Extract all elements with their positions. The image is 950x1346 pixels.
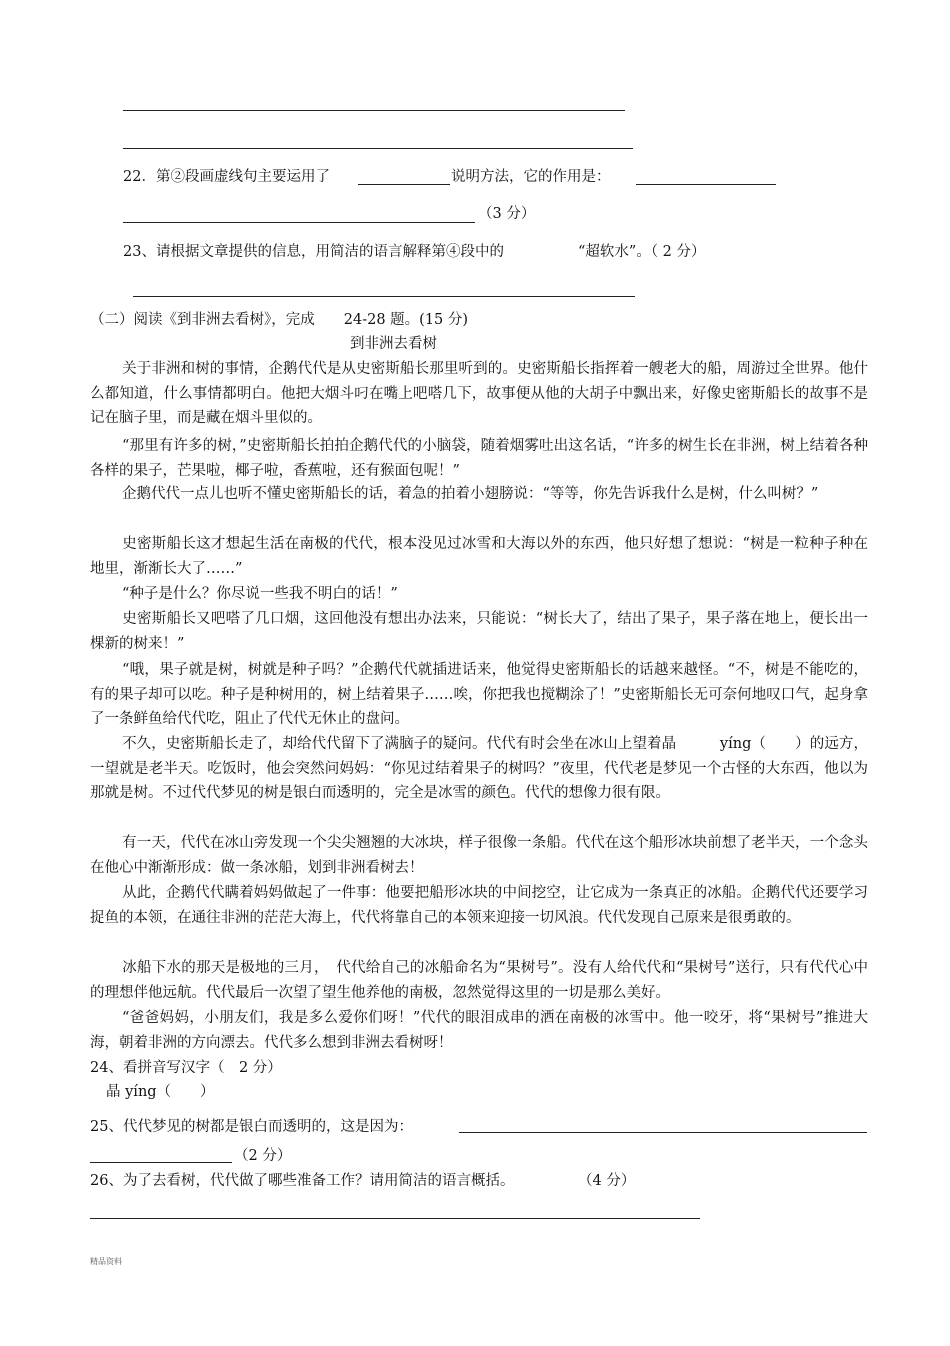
q25-text: 25、代代梦见的树都是银白而透明的，这是因为： xyxy=(90,1119,413,1135)
q22-blank-1 xyxy=(358,184,450,185)
paragraph-text: 从此，企鹅代代瞒着妈妈做起了一件事：他要把船形冰块的中间挖空，让它成为一条真正的冰船。企鹅代代还要学习捉鱼的本领，在通往非洲的茫茫大海上，代代将靠自己的本领来迎接一切风浪。代代发现自己原来是很勇敢的。 xyxy=(90,885,868,926)
paragraph-text: “那里有许多的树，”史密斯船长拍拍企鹅代代的小脑袋，随着烟雾吐出这名话，“许多的树生长在非洲，树上结着各种各样的果子，芒果啦，椰子啦，香蕉啦，还有猴面包呢！” xyxy=(90,438,868,479)
q26-score: （4 分） xyxy=(578,1173,636,1189)
paragraph-2 xyxy=(90,434,868,483)
paragraph-4 xyxy=(90,532,868,581)
paragraph-text: 冰船下水的那天是极地的三月， 代代给自己的冰船命名为“果树号”。没有人给代代和“果树号”送行，只有代代心中的理想伴他远航。代代最后一次望了望生他养他的南极，忽然觉得这里的一切是那么美好。 xyxy=(90,960,868,1001)
q26-answer-line xyxy=(90,1218,700,1219)
answer-line-2 xyxy=(123,148,633,149)
paragraph-text: 有一天，代代在冰山旁发现一个尖尖翘翘的大冰块，样子很像一条船。代代在这个船形冰块前想了老半天，一个念头在他心中渐渐形成：做一条冰船，划到非洲看树去！ xyxy=(90,835,868,876)
paragraph-8 xyxy=(90,732,868,806)
q24-text: 24、看拼音写汉字（ 2 分） xyxy=(90,1060,282,1076)
paragraph-5 xyxy=(90,582,868,607)
paragraph-text: 史密斯船长又吧嗒了几口烟，这回他没有想出办法来，只能说：“树长大了，结出了果子，果子落在地上，便长出一棵新的树来！” xyxy=(90,611,868,652)
paragraph-text: 不久，史密斯船长走了，却给代代留下了满脑子的疑问。代代有时会坐在冰山上望着晶 yíng（ ）的远方，一望就是老半天。吃饭时，他会突然问妈妈：“你见过结着果子的树吗？”夜里，代代老是梦见一个古怪的大东西，他以为那就是树。不过代代梦见的树是银白而透明的，完全是冰雪的颜色。代代的想像力很有限。 xyxy=(90,736,868,801)
q26-text: 26、为了去看树，代代做了哪些准备工作？请用简洁的语言概括。 xyxy=(90,1173,515,1189)
q23-answer-line xyxy=(133,296,635,297)
paragraph-1 xyxy=(90,357,868,431)
q22-mid: 说明方法，它的作用是： xyxy=(451,169,611,185)
paragraph-text: “种子是什么？你尽说一些我不明白的话！” xyxy=(122,586,398,602)
answer-line-1 xyxy=(123,110,625,111)
paragraph-6 xyxy=(90,607,868,656)
q24-item: 晶 yíng（ ） xyxy=(106,1084,215,1100)
paragraph-text: 企鹅代代一点儿也听不懂史密斯船长的话，着急的拍着小翅膀说：“等等，你先告诉我什么是树，什么叫树？” xyxy=(122,486,819,502)
q23-quote: “超软水”。（ 2 分） xyxy=(578,244,706,260)
paragraph-3 xyxy=(90,482,868,507)
q22-prefix: 22．第②段画虚线句主要运用了 xyxy=(123,169,330,185)
q25-blank-2 xyxy=(90,1162,232,1163)
q25-blank-1 xyxy=(459,1132,867,1133)
paragraph-10 xyxy=(90,881,868,930)
q22-blank-3 xyxy=(123,222,475,223)
paragraph-text: “哦，果子就是树，树就是种子吗？”企鹅代代就插进话来，他觉得史密斯船长的话越来越怪。“不，树是不能吃的，有的果子却可以吃。种子是种树用的，树上结着果子……唉，你把我也搅糊涂了！”史密斯船长无可奈何地叹口气，起身拿了一条鲜鱼给代代吃，阻止了代代无休止的盘问。 xyxy=(90,662,868,727)
paragraph-12 xyxy=(90,1006,868,1055)
q23-text: 23、请根据文章提供的信息，用简洁的语言解释第④段中的 xyxy=(123,244,504,260)
paragraph-text: 史密斯船长这才想起生活在南极的代代，根本没见过冰雪和大海以外的东西，他只好想了想说：“树是一粒种子种在地里，渐渐长大了……” xyxy=(90,536,868,577)
q25-score: （2 分） xyxy=(234,1148,292,1164)
q22-blank-2 xyxy=(636,184,776,185)
paragraph-9 xyxy=(90,831,868,880)
paragraph-7 xyxy=(90,658,868,732)
paragraph-11 xyxy=(90,956,868,1005)
page-footer: 精品资料 xyxy=(90,1257,122,1266)
q22-score: （3 分） xyxy=(478,206,536,222)
section-header: （二）阅读《到非洲去看树》，完成 24-28 题。(15 分) xyxy=(90,312,469,328)
paragraph-text: “爸爸妈妈，小朋友们，我是多么爱你们呀！”代代的眼泪成串的洒在南极的冰雪中。他一咬牙，将“果树号”推进大海，朝着非洲的方向漂去。代代多么想到非洲去看树呀！ xyxy=(90,1010,868,1051)
article-title: 到非洲去看树 xyxy=(350,336,437,352)
paragraph-text: 关于非洲和树的事情，企鹅代代是从史密斯船长那里听到的。史密斯船长指挥着一艘老大的船，周游过全世界。他什么都知道，什么事情都明白。他把大烟斗叼在嘴上吧嗒几下，故事便从他的大胡子中飘出来，好像史密斯船长的故事不是记在脑子里，而是藏在烟斗里似的。 xyxy=(90,361,868,426)
